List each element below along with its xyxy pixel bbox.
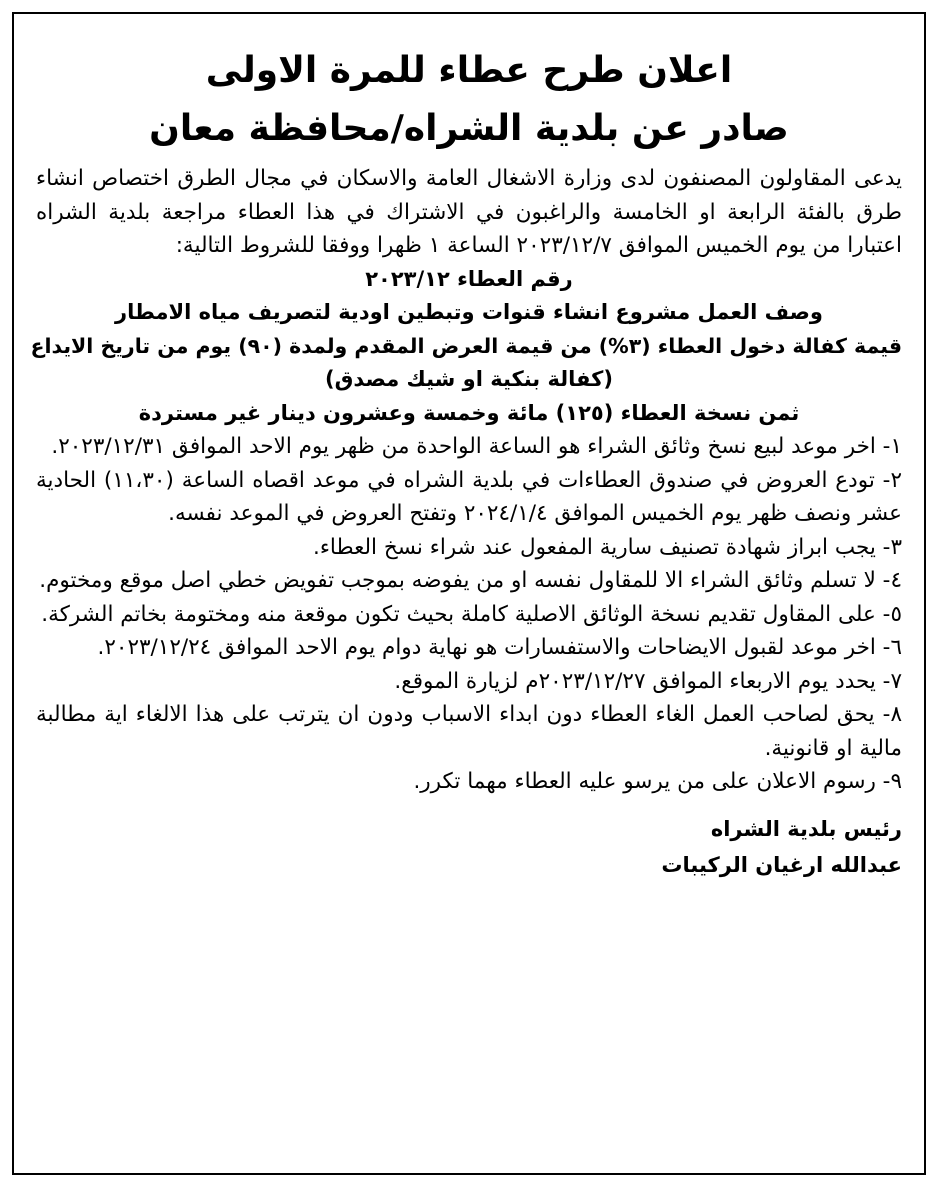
announcement-issuer: صادر عن بلدية الشراه/محافظة معان [149, 108, 789, 149]
condition-item: ٩- رسوم الاعلان على من يرسو عليه العطاء مهما تكرر. [413, 769, 902, 794]
signature-name: عبدالله ارغيان الركيبات [661, 852, 902, 877]
condition-item: ٦- اخر موعد لقبول الايضاحات والاستفسارات هو نهاية دوام يوم الاحد الموافق ٢٠٢٣/١٢/٢٤. [97, 635, 902, 660]
condition-item: ١- اخر موعد لبيع نسخ وثائق الشراء هو الساعة الواحدة من ظهر يوم الاحد الموافق ٢٠٢٣/١٢/٣١. [51, 434, 902, 459]
conditions-list [36, 430, 902, 799]
work-description: وصف العمل مشروع انشاء قنوات وتبطين اودية لتصريف مياه الامطار [115, 300, 823, 324]
condition-item: ٧- يحدد يوم الاربعاء الموافق ٢٠٢٣/١٢/٢٧م لزيارة الموقع. [394, 668, 902, 694]
signature-block [36, 811, 902, 883]
condition-item: ٤- لا تسلم وثائق الشراء الا للمقاول نفسه او من يفوضه بموجب تفويض خطي اصل موقع ومختوم. [39, 568, 902, 593]
bond-value: قيمة كفالة دخول العطاء (٣%) من قيمة العرض المقدم ولمدة (٩٠) يوم من تاريخ الايداع [30, 333, 902, 358]
bond-type: (كفالة بنكية او شيك مصدق) [325, 367, 613, 391]
announcement-title: اعلان طرح عطاء للمرة الاولى [205, 50, 733, 91]
signature-title: رئيس بلدية الشراه [710, 816, 902, 841]
copy-price: ثمن نسخة العطاء (١٢٥) مائة وخمسة وعشرون دينار غير مستردة [138, 400, 800, 425]
announcement-frame [12, 12, 926, 1175]
condition-item: ٣- يجب ابراز شهادة تصنيف سارية المفعول عند شراء نسخ العطاء. [312, 534, 902, 560]
tender-number: رقم العطاء ٢٠٢٣/١٢ [365, 266, 573, 291]
condition-item: ٢- تودع العروض في صندوق العطاءات في بلدية الشراه في موعد اقصاه الساعة (١١،٣٠) الحادية عشر ونصف ظهر يوم الخميس الموافق ٢٠٢٤/١/٤ وتفتح العروض في الموعد نفسه. [36, 467, 902, 526]
condition-item: ٥- على المقاول تقديم نسخة الوثائق الاصلية كاملة بحيث تكون موقعة منه ومختومة بخاتم الشركة. [41, 601, 902, 627]
intro-paragraph: يدعى المقاولون المصنفون لدى وزارة الاشغال العامة والاسكان في مجال الطرق اختصاص انشاء طرق بالفئة الرابعة او الخامسة والراغبون في الاشتراك في هذا العطاء مراجعة بلدية الشراه اعتبارا من يوم الخميس الموافق ٢٠٢٣/١٢/٧ الساعة ١ ظهرا ووفقا للشروط التالية: [36, 166, 902, 258]
condition-item: ٨- يحق لصاحب العمل الغاء العطاء دون ابداء الاسباب ودون ان يترتب على هذا الالغاء اية مطالبة مالية او قانونية. [36, 702, 902, 761]
